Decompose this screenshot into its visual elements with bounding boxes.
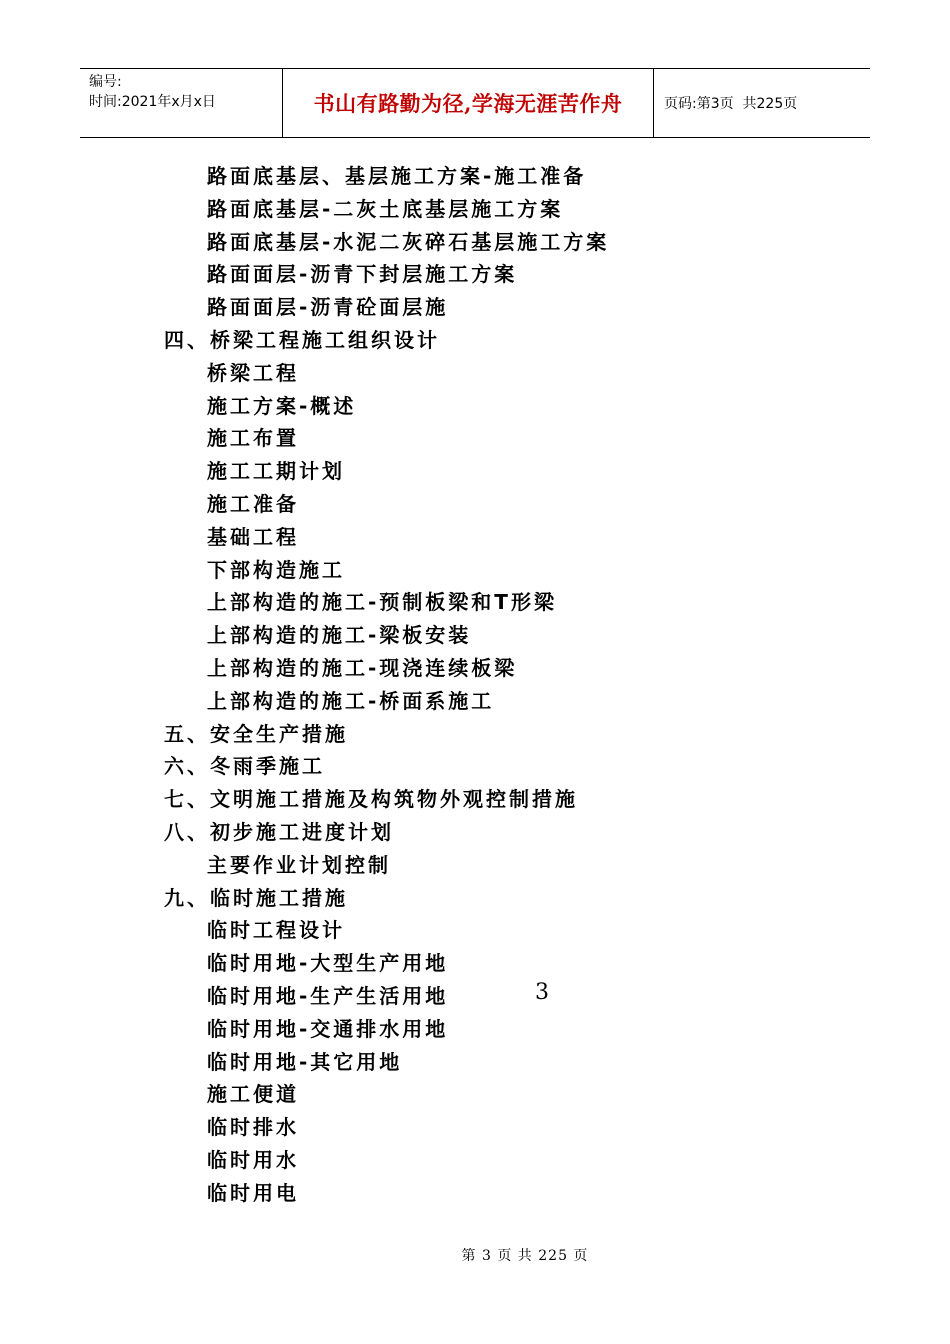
header-page-info — [654, 69, 870, 137]
document-date-label: 时间:2021年x月x日 — [89, 94, 216, 110]
toc-item: 上部构造的施工-梁板安装 — [207, 623, 472, 648]
toc-item: 六、冬雨季施工 — [164, 754, 325, 779]
toc-item: 上部构造的施工-现浇连续板梁 — [207, 656, 518, 680]
toc-item: 七、文明施工措施及构筑物外观控制措施 — [164, 787, 578, 812]
toc-item: 五、安全生产措施 — [164, 721, 348, 746]
toc-item: 临时用电 — [207, 1180, 299, 1205]
page-header — [80, 68, 870, 138]
header-page-label: 页码:第3页 共225页 — [664, 96, 798, 112]
toc-item: 临时用水 — [207, 1148, 299, 1172]
toc-item: 基础工程 — [207, 524, 299, 549]
toc-item: 上部构造的施工-桥面系施工 — [207, 688, 495, 713]
toc-item: 四、桥梁工程施工组织设计 — [164, 328, 440, 352]
toc-item: 临时工程设计 — [207, 918, 345, 943]
inline-page-number: 3 — [535, 980, 549, 1005]
toc-item: 临时用地-其它用地 — [207, 1049, 403, 1074]
document-number-label: 编号: — [89, 74, 122, 90]
toc-item: 九、临时施工措施 — [164, 885, 348, 910]
toc-item: 临时用地-交通排水用地 — [207, 1016, 449, 1041]
toc-item: 临时排水 — [207, 1115, 299, 1140]
toc-item: 施工准备 — [207, 492, 299, 516]
header-meta — [80, 69, 282, 137]
toc-item: 下部构造施工 — [207, 557, 345, 582]
toc-item: 路面面层-沥青下封层施工方案 — [207, 262, 518, 287]
toc-item: 上部构造的施工-预制板梁和T形梁 — [207, 590, 557, 615]
toc-item: 桥梁工程 — [207, 360, 299, 385]
toc-item: 路面面层-沥青砼面层施 — [207, 295, 449, 320]
toc-item: 路面底基层、基层施工方案-施工准备 — [207, 164, 587, 188]
toc-item: 路面底基层-二灰土底基层施工方案 — [207, 196, 564, 221]
toc-item: 施工方案-概述 — [207, 393, 357, 418]
toc-item: 施工工期计划 — [207, 459, 345, 484]
page-footer: 第 3 页 共 225 页 — [461, 1248, 589, 1264]
toc-item: 施工布置 — [207, 426, 299, 451]
header-motto: 书山有路勤为径,学海无涯苦作舟 — [282, 69, 654, 137]
toc-item: 主要作业计划控制 — [207, 852, 391, 877]
toc-item: 临时用地-生产生活用地 — [207, 984, 449, 1008]
toc-item: 八、初步施工进度计划 — [164, 820, 394, 844]
toc-item: 施工便道 — [207, 1082, 299, 1107]
toc-item: 临时用地-大型生产用地 — [207, 951, 449, 976]
toc-item: 路面底基层-水泥二灰碎石基层施工方案 — [207, 229, 610, 254]
